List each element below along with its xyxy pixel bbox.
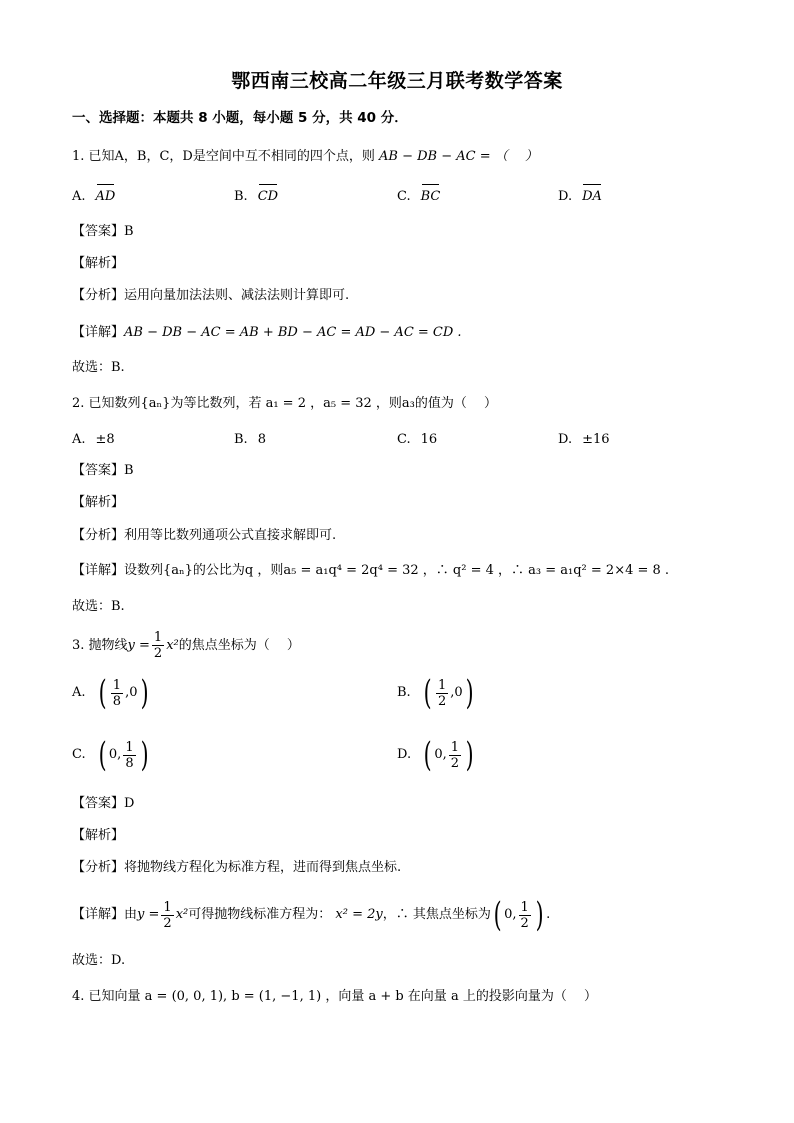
page-title: 鄂西南三校高二年级三月联考数学答案 (231, 70, 563, 92)
q2-answer: B (124, 463, 134, 478)
q3-conclusion: 故选：D. (72, 953, 126, 968)
q1-detail-line: 【详解】AB − DB − AC = AB + BD − AC = AD − AC = CD . (72, 325, 462, 340)
q1-option-a: A. AD (72, 187, 115, 207)
q2-option-c: C. 16 (397, 432, 438, 447)
fraction: $\frac{1}{2}$ (153, 630, 163, 661)
q1-conclusion: 故选：B. (72, 360, 125, 375)
q3-detail-line: 【详解】 由 y = $\frac{1}{2}$ x² 可得抛物线标准方程为： x² = 2y ，∴ 其焦点坐标为 ( 0 , $\frac{1}{2}$ ) . (72, 895, 551, 935)
q2-option-a: A. ±8 (72, 432, 115, 447)
q2-conclusion: 故选：B. (72, 599, 125, 614)
q2-answer-line (72, 461, 134, 481)
q1-expr: AB − DB − AC = （ ） (379, 149, 538, 164)
answer-tag: 【答案】 (72, 224, 125, 239)
q2-option-b: B. 8 (234, 432, 266, 447)
q3-option-b: B. ( $\frac{1}{2}$ , 0 ) (397, 673, 474, 713)
q3-option-d: D. ( 0 , $\frac{1}{2}$ ) (397, 735, 474, 775)
q3-answer-line (72, 794, 134, 814)
q1-stem (72, 147, 538, 167)
q1-option-c: C. BC (397, 187, 440, 207)
q4-stem: 4. 已知向量 a = (0, 0, 1), b = (1, −1, 1) ，向量 a + b 在向量 a 上的投影向量为（ ） (72, 989, 597, 1004)
section-heading: 一、选择题：本题共 8 小题，每小题 5 分，共 40 分． (72, 110, 408, 126)
q2-fenxi-line: 【分析】利用等比数列通项公式直接求解即可. (72, 528, 337, 543)
q2-analysis-tag: 【解析】 (72, 495, 125, 510)
q3-stem: 3. 抛物线y = $\frac{1}{2}$ x²的焦点坐标为（ ） (72, 630, 300, 661)
q2-stem: 2. 已知数列{aₙ}为等比数列，若 a₁ = 2 ，a₅ = 32 ，则a₃的值为（ ） (72, 396, 497, 411)
q1-detail: AB − DB − AC = AB + BD − AC = AD − AC = CD . (124, 325, 462, 340)
q2-detail: 设数列{aₙ}的公比为q ，则a₅ = a₁q⁴ = 2q⁴ = 32 ，∴ q² = 4 ，∴ a₃ = a₁q² = 2×4 = 8 . (124, 563, 670, 578)
q3-option-c: C. ( 0 , $\frac{1}{8}$ ) (72, 735, 149, 775)
q3-fenxi: 将抛物线方程化为标准方程，进而得到焦点坐标. (124, 860, 402, 875)
q3-option-a: A. ( $\frac{1}{8}$ , 0 ) (72, 673, 149, 713)
q1-stem-text: 1. 已知A，B，C，D是空间中互不相同的四个点，则 (72, 149, 375, 164)
q1-fenxi-line: 【分析】运用向量加法法则、减法法则计算即可. (72, 288, 350, 303)
q3-fenxi-line: 【分析】将抛物线方程化为标准方程，进而得到焦点坐标. (72, 860, 402, 875)
answer-tag: 【答案】 (72, 796, 125, 811)
q1-analysis-tag: 【解析】 (72, 256, 125, 271)
q3-analysis-tag: 【解析】 (72, 828, 125, 843)
q1-option-d: D. DA (558, 187, 602, 207)
q1-fenxi: 运用向量加法法则、减法法则计算即可. (124, 288, 350, 303)
q1-option-b: B. CD (234, 187, 278, 207)
q2-detail-line: 【详解】设数列{aₙ}的公比为q ，则a₅ = a₁q⁴ = 2q⁴ = 32 ，∴ q² = 4 ，∴ a₃ = a₁q² = 2×4 = 8 . (72, 563, 670, 578)
q2-fenxi: 利用等比数列通项公式直接求解即可. (124, 528, 337, 543)
q2-option-d: D. ±16 (558, 432, 610, 447)
q1-answer-line (72, 222, 134, 242)
answer-tag: 【答案】 (72, 463, 125, 478)
q1-answer: B (124, 224, 134, 239)
q3-answer: D (124, 796, 135, 811)
